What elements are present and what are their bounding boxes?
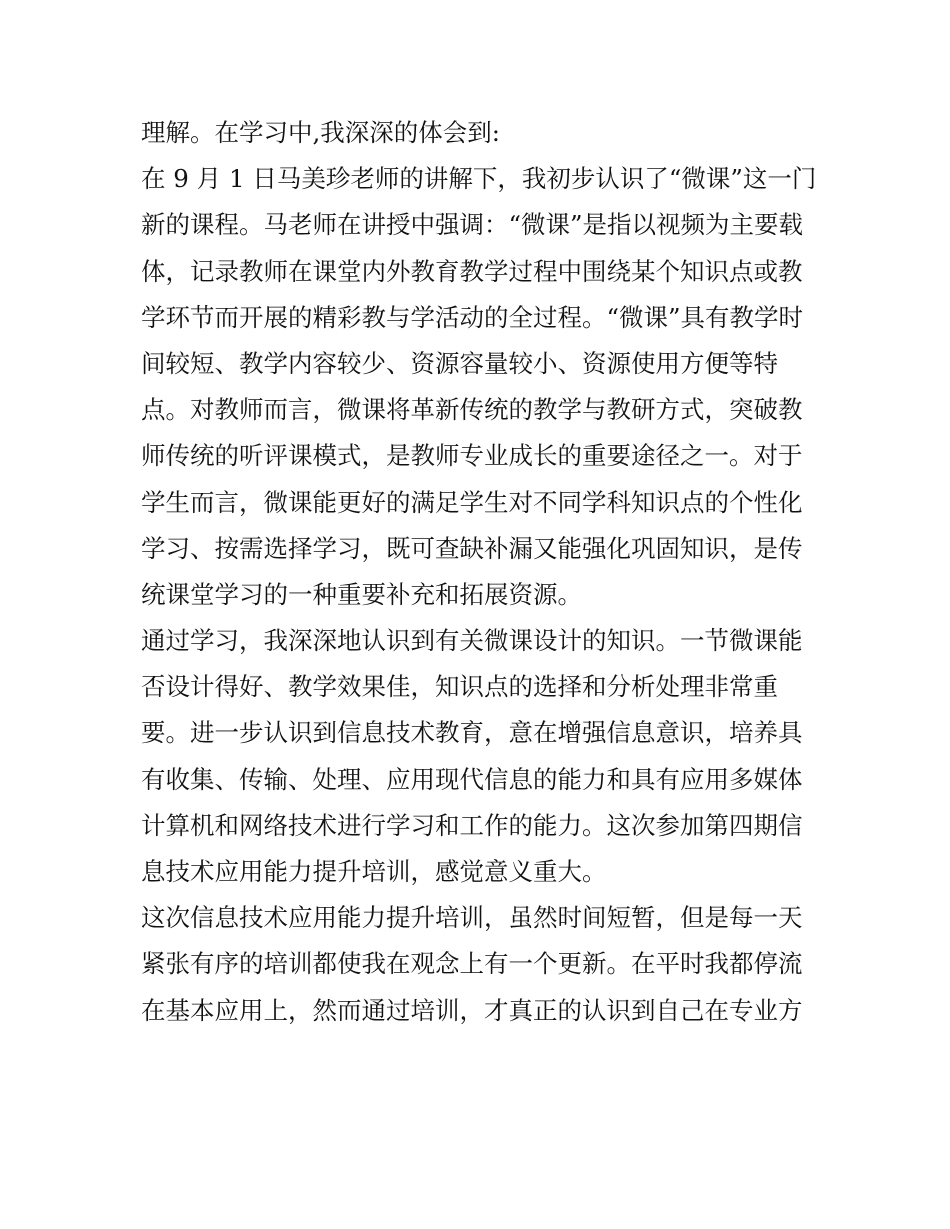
text-line: 新的课程。马老师在讲授中强调：“微课”是指以视频为主要载 [141, 210, 804, 240]
text-line: 要。进一步认识到信息技术教育，意在增强信息意识，培养具 [141, 718, 803, 748]
text-line: 这次信息技术应用能力提升培训，虽然时间短暂，但是每一天 [141, 903, 803, 933]
text-line: 有收集、传输、处理、应用现代信息的能力和具有应用多媒体 [141, 764, 803, 794]
text-line: 在基本应用上，然而通过培训，才真正的认识到自己在专业方 [141, 995, 803, 1025]
text-line: 紧张有序的培训都使我在观念上有一个更新。在平时我都停流 [141, 949, 803, 979]
text-line: 学生而言，微课能更好的满足学生对不同学科知识点的个性化 [141, 487, 803, 517]
text-line: 体，记录教师在课堂内外教育教学过程中围绕某个知识点或教 [141, 256, 803, 286]
text-line: 学环节而开展的精彩教与学活动的全过程。“微课”具有教学时 [141, 302, 804, 332]
text-line: 理解。在学习中,我深深的体会到: [141, 118, 501, 147]
text-line: 计算机和网络技术进行学习和工作的能力。这次参加第四期信 [141, 810, 803, 840]
text-line: 在 9 月 1 日马美珍老师的讲解下，我初步认识了“微课”这一门 [141, 164, 817, 194]
body-text [141, 110, 821, 1034]
text-line: 通过学习，我深深地认识到有关微课设计的知识。一节微课能 [141, 626, 803, 656]
text-line: 否设计得好、教学效果佳，知识点的选择和分析处理非常重 [141, 672, 778, 702]
text-line: 学习、按需选择学习，既可查缺补漏又能强化巩固知识，是传 [141, 533, 803, 563]
text-line: 息技术应用能力提升培训，感觉意义重大。 [141, 857, 607, 886]
text-line: 点。对教师而言，微课将革新传统的教学与教研方式，突破教 [141, 395, 803, 425]
text-line: 统课堂学习的一种重要补充和拓展资源。 [141, 579, 582, 609]
text-line: 师传统的听评课模式，是教师专业成长的重要途径之一。对于 [141, 441, 803, 471]
text-line: 间较短、教学内容较少、资源容量较小、资源使用方便等特 [141, 348, 778, 378]
